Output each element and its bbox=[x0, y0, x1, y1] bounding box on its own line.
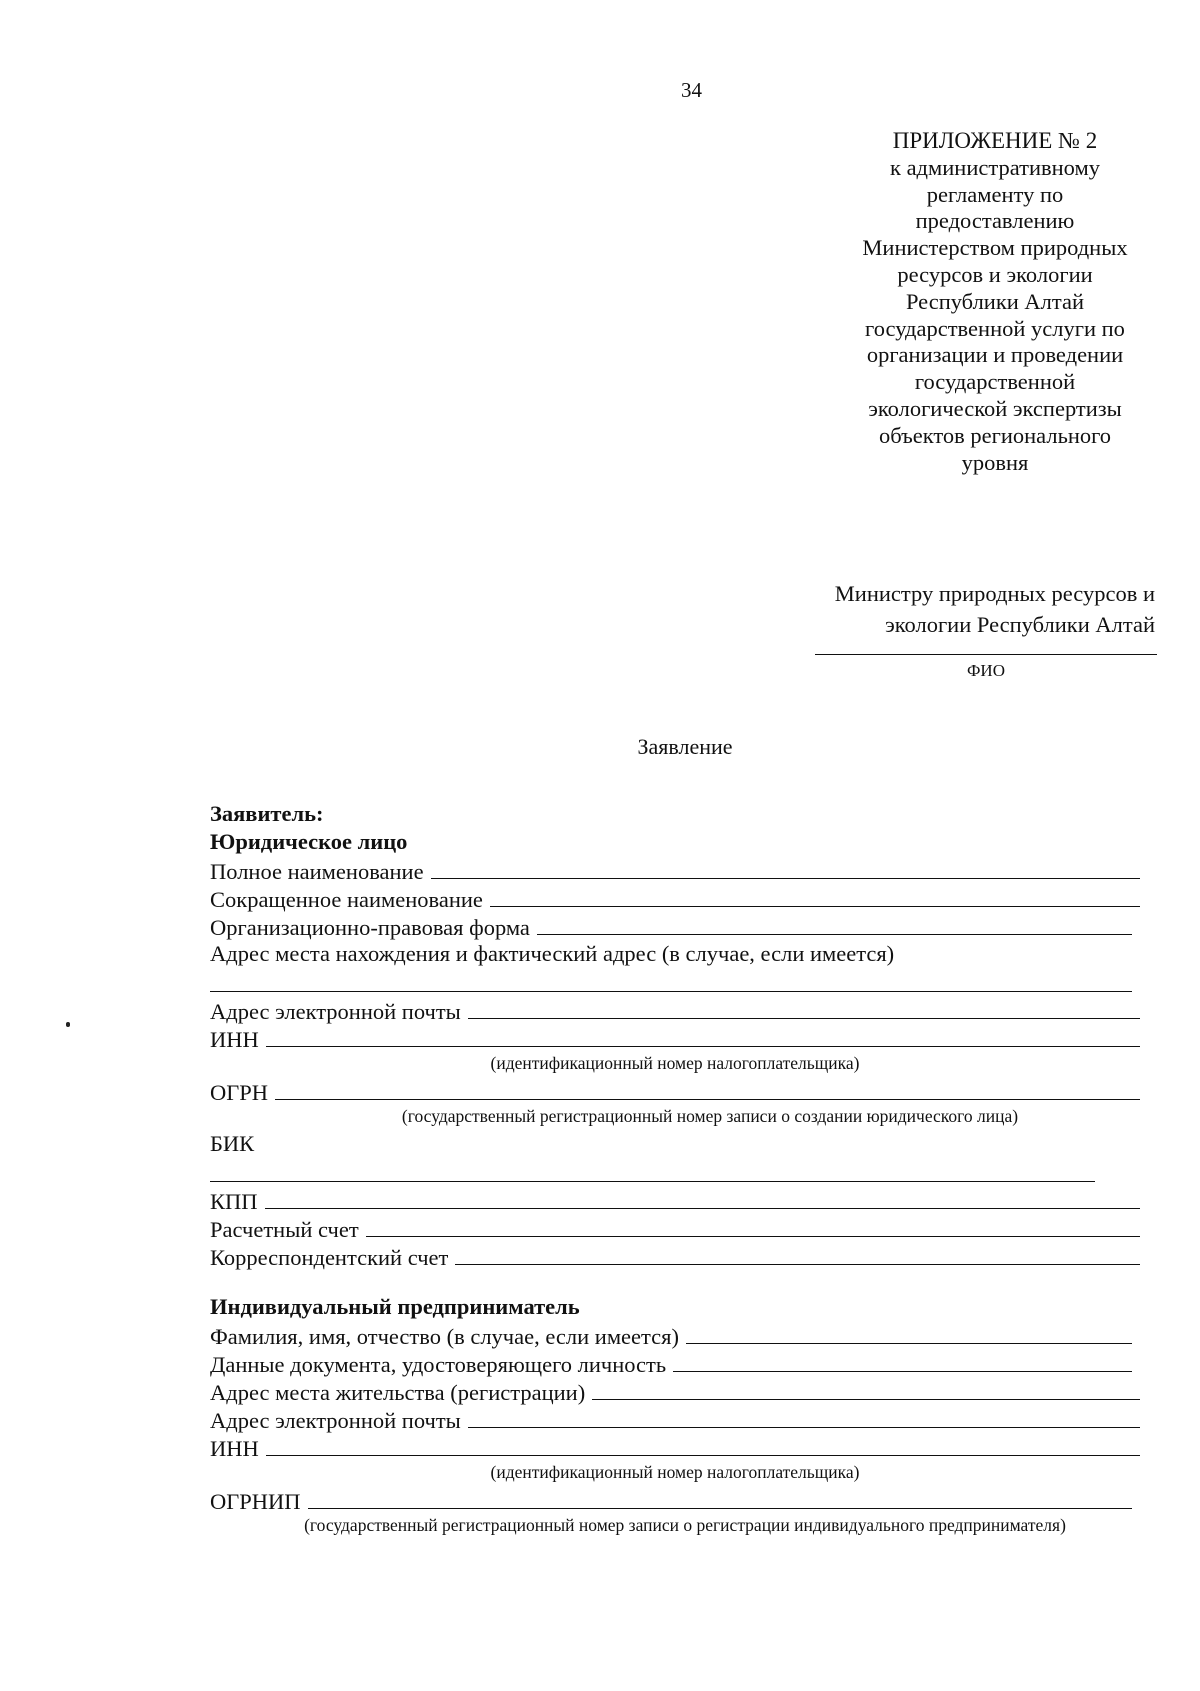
correspondent-account-line[interactable] bbox=[455, 1264, 1140, 1265]
kpp-field bbox=[210, 1186, 1140, 1214]
addressee-block bbox=[835, 578, 1155, 640]
fio-field-line[interactable] bbox=[815, 654, 1157, 655]
id-document-label: Данные документа, удостоверяющего личность bbox=[210, 1352, 667, 1377]
ogrnip-line[interactable] bbox=[308, 1508, 1132, 1509]
settlement-account-line[interactable] bbox=[366, 1236, 1140, 1237]
ogrnip-label: ОГРНИП bbox=[210, 1489, 301, 1514]
appendix-line: организации и проведении bbox=[866, 342, 1124, 368]
appendix-line: Министерством природных bbox=[862, 235, 1128, 261]
residence-field bbox=[210, 1377, 1140, 1405]
address-line[interactable] bbox=[210, 991, 1132, 992]
applicant-heading: Заявитель: bbox=[210, 801, 324, 826]
kpp-label: КПП bbox=[210, 1189, 258, 1214]
ogrn-line[interactable] bbox=[275, 1099, 1140, 1100]
appendix-line: регламенту по bbox=[926, 181, 1064, 207]
appendix-header bbox=[800, 128, 1190, 476]
correspondent-account-label: Корреспондентский счет bbox=[210, 1245, 449, 1270]
ie-email-label: Адрес электронной почты bbox=[210, 1408, 461, 1433]
ogrnip-field bbox=[210, 1486, 1132, 1514]
kpp-line[interactable] bbox=[265, 1208, 1140, 1209]
addressee-line-1: Министру природных ресурсов и bbox=[834, 581, 1155, 606]
address-field bbox=[210, 968, 1140, 996]
residence-label: Адрес места жительства (регистрации) bbox=[210, 1380, 586, 1405]
fio-label: ФИО bbox=[967, 661, 1005, 680]
appendix-line: ПРИЛОЖЕНИЕ № 2 bbox=[892, 128, 1098, 153]
appendix-line: к административному bbox=[890, 154, 1100, 180]
appendix-line: Республики Алтай bbox=[905, 288, 1085, 314]
individual-heading: Индивидуальный предприниматель bbox=[210, 1294, 580, 1319]
residence-line[interactable] bbox=[592, 1399, 1140, 1400]
legal-form-label: Организационно-правовая форма bbox=[210, 915, 530, 940]
id-document-line[interactable] bbox=[673, 1371, 1132, 1372]
settlement-account-field bbox=[210, 1214, 1140, 1242]
appendix-line: ресурсов и экологии bbox=[897, 261, 1093, 287]
ogrnip-hint: (государственный регистрационный номер записи о регистрации индивидуального предпринимателя) bbox=[304, 1515, 1066, 1535]
bik-label: БИК bbox=[210, 1131, 255, 1156]
full-name-line[interactable] bbox=[431, 878, 1140, 879]
settlement-account-label: Расчетный счет bbox=[210, 1217, 359, 1242]
email-line[interactable] bbox=[468, 1018, 1140, 1019]
inn-hint: (идентификационный номер налогоплательщика) bbox=[490, 1053, 860, 1073]
email-label: Адрес электронной почты bbox=[210, 999, 461, 1024]
bik-field bbox=[210, 1158, 1140, 1186]
legal-form-line[interactable] bbox=[537, 934, 1132, 935]
ie-inn-field bbox=[210, 1433, 1140, 1461]
ogrn-hint: (государственный регистрационный номер записи о создании юридического лица) bbox=[401, 1106, 1019, 1126]
ie-inn-hint: (идентификационный номер налогоплательщика) bbox=[490, 1462, 860, 1482]
appendix-line: предоставлению bbox=[915, 208, 1075, 234]
appendix-line: государственной услуги по bbox=[865, 315, 1125, 341]
individual-section bbox=[210, 1293, 1140, 1539]
email-field bbox=[210, 996, 1140, 1024]
appendix-line: уровня bbox=[961, 449, 1029, 475]
legal-entity-heading: Юридическое лицо bbox=[210, 829, 408, 854]
short-name-label: Сокращенное наименование bbox=[210, 887, 483, 912]
appendix-line: государственной bbox=[914, 369, 1076, 395]
full-name-label: Полное наименование bbox=[210, 859, 424, 884]
inn-field bbox=[210, 1024, 1140, 1052]
legal-form-field bbox=[210, 912, 1132, 940]
inn-line[interactable] bbox=[266, 1046, 1140, 1047]
id-document-field bbox=[210, 1349, 1132, 1377]
ie-email-line[interactable] bbox=[468, 1427, 1140, 1428]
correspondent-account-field bbox=[210, 1242, 1140, 1270]
fio-field bbox=[210, 1321, 1132, 1349]
ie-email-field bbox=[210, 1405, 1140, 1433]
ogrn-field bbox=[210, 1077, 1140, 1105]
fio-line[interactable] bbox=[686, 1343, 1132, 1344]
appendix-line: экологической экспертизы bbox=[868, 395, 1122, 421]
legal-entity-section bbox=[210, 800, 1140, 1270]
bik-line[interactable] bbox=[210, 1181, 1095, 1182]
addressee-line-2: экологии Республики Алтай bbox=[885, 612, 1155, 637]
ie-inn-line[interactable] bbox=[266, 1455, 1140, 1456]
ogrn-label: ОГРН bbox=[210, 1080, 269, 1105]
address-label: Адрес места нахождения и фактический адрес (в случае, если имеется) bbox=[210, 941, 895, 966]
full-name-field bbox=[210, 856, 1140, 884]
short-name-field bbox=[210, 884, 1140, 912]
inn-label: ИНН bbox=[210, 1027, 259, 1052]
page-number: 34 bbox=[681, 78, 702, 102]
fio-label: Фамилия, имя, отчество (в случае, если имеется) bbox=[210, 1324, 679, 1349]
document-title: Заявление bbox=[637, 734, 733, 759]
appendix-line: объектов регионального bbox=[878, 422, 1112, 448]
scan-mark bbox=[66, 1022, 70, 1027]
ie-inn-label: ИНН bbox=[210, 1436, 259, 1461]
short-name-line[interactable] bbox=[490, 906, 1140, 907]
